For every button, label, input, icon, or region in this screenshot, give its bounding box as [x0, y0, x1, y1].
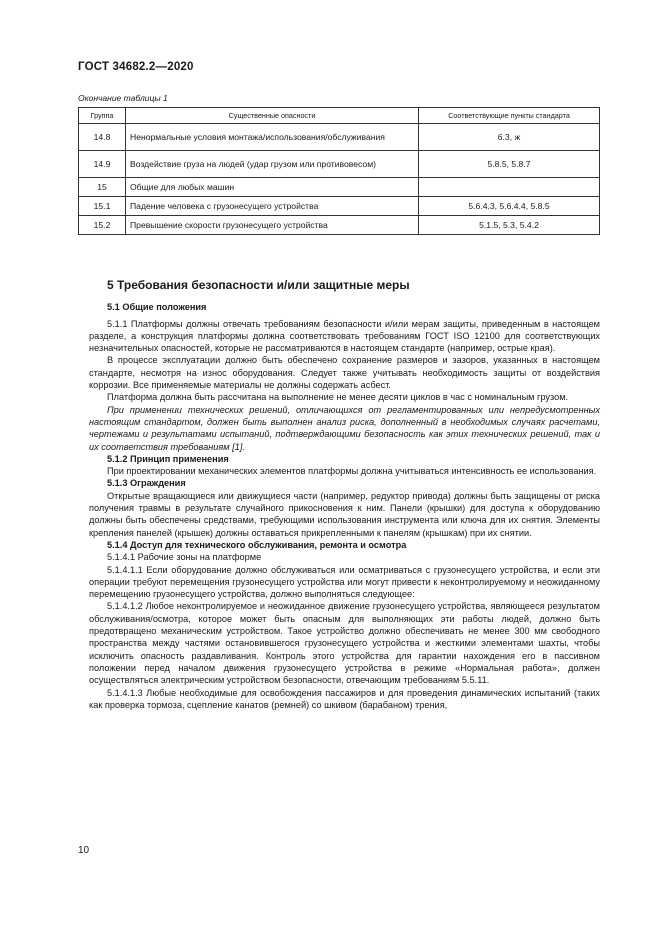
paragraph-5-1-4-1-1: 5.1.4.1.1 Если оборудование должно обслуживаться или осматриваться с грузонесущего устройства, и если эти операции требуют перемещения грузонесущего устройства или могут привести к неконтролируемому и неожиданному перемещению грузонесущего устройства, должно выполняться следующее:: [89, 564, 600, 600]
subsection-title-5-1: 5.1 Общие положения: [107, 302, 207, 313]
table-row: [79, 178, 600, 197]
cell-group: 15.1: [79, 197, 126, 216]
paragraph: Платформа должна быть рассчитана на выполнение не менее десяти циклов в час с номинальным грузом.: [107, 392, 569, 403]
column-header-clauses: Соответствующие пункты стандарта: [419, 108, 600, 124]
cell-hazard: Ненормальные условия монтажа/использования/обслуживания: [126, 124, 419, 151]
paragraph: В процессе эксплуатации должно быть обеспечено сохранение размеров и зазоров, указанных в настоящем стандарте, несмотря на износ оборудования. Следует также учитывать необходимость защиты от воздействия коррозии. Все применяемые материалы не должны содержать асбест.: [89, 355, 600, 391]
cell-clauses: 5.8.5, 5.8.7: [419, 151, 600, 178]
subsection-title-5-1-2: 5.1.2 Принцип применения: [107, 453, 229, 464]
cell-clauses: 5.1.5, 5.3, 5.4.2: [419, 216, 600, 235]
paragraph-5-1-1: 5.1.1 Платформы должны отвечать требованиям безопасности и/или мерам защиты, приведенным в настоящем разделе, а конструкция платформы должна соответствовать требованиям ГОСТ ISO 12100 для соответствующих незначительных опасностей, которые не рассматриваются в настоящем стандарте (например, острые края).: [89, 318, 600, 354]
cell-group: 15.2: [79, 216, 126, 235]
cell-clauses: [419, 178, 600, 197]
cell-hazard: Превышение скорости грузонесущего устройства: [126, 216, 419, 235]
cell-hazard: Падение человека с грузонесущего устройства: [126, 197, 419, 216]
cell-group: 14.9: [79, 151, 126, 178]
cell-group: 14.8: [79, 124, 126, 151]
paragraph-5-1-3: Открытые вращающиеся или движущиеся части (например, редуктор привода) должны быть защищены от риска получения травмы в результате случайного прикосновения к ним. Панели (крышки) для доступа к оборудованию должны быть обеспечены средствами, требующими использования инструмента или ключа для их снятия. Элементы крепления панелей (крышек) должны оставаться прикрепленными к панелям (крышкам) при их снятии.: [89, 490, 600, 538]
section-title: 5 Требования безопасности и/или защитные меры: [107, 278, 410, 292]
paragraph-5-1-2: При проектировании механических элементов платформы должна учитываться интенсивность ее использования.: [107, 466, 597, 477]
paragraph-5-1-4-1: 5.1.4.1 Рабочие зоны на платформе: [107, 552, 262, 563]
subsection-title-5-1-3: 5.1.3 Ограждения: [107, 478, 186, 489]
table-row: [79, 124, 600, 151]
hazards-table: [78, 107, 600, 235]
column-header-group: Группа: [79, 108, 126, 124]
document-header: ГОСТ 34682.2—2020: [78, 61, 194, 73]
table-header-row: [79, 108, 600, 124]
cell-clauses: 6.3, ж: [419, 124, 600, 151]
table-caption: Окончание таблицы 1: [78, 93, 168, 103]
cell-hazard: Воздействие груза на людей (удар грузом или противовесом): [126, 151, 419, 178]
paragraph-5-1-4-1-2: 5.1.4.1.2 Любое неконтролируемое и неожиданное движение грузонесущего устройства, являющееся результатом обслуживания/осмотра, которое может быть опасным для выполняющих эти работы людей, должно быть предотвращено механическим устройством. Такое устройство должно обеспечивать не менее 300 мм свободного пространства между частями остановившегося грузонесущего устройства и жесткими элементами шахты, чтобы исключить опасность раздавливания. Контроль этого устройства для гарантии нахождения его в пассивном положении перед началом движения грузонесущего устройства в режиме «Нормальная работа», должен осуществляться электрическим устройством безопасности, отвечающим требованиям 5.5.11.: [89, 601, 600, 686]
table-row: [79, 197, 600, 216]
italic-paragraph: При применении технических решений, отличающихся от регламентированных или непредусмотренных настоящим стандартом, должен быть выполнен анализ риска, дополненный в необходимых случаях расчетами, чертежами и результатами испытаний, подтверждающими безопасность как этих технических решений, так и их соответствия требованиям [1].: [89, 404, 600, 452]
cell-hazard: Общие для любых машин: [126, 178, 419, 197]
section-body: [89, 279, 600, 711]
table-row: [79, 216, 600, 235]
subsection-title-5-1-4: 5.1.4 Доступ для технического обслуживания, ремонта и осмотра: [107, 539, 407, 550]
table-row: [79, 151, 600, 178]
page-number: 10: [78, 845, 90, 856]
paragraph-5-1-4-1-3: 5.1.4.1.3 Любые необходимые для освобождения пассажиров и для проведения динамических испытаний (таких как проверка тормоза, сцепление канатов (ремней) со шкивом (барабаном) трения,: [89, 687, 600, 710]
cell-clauses: 5.6.4.3, 5.6.4.4, 5.8.5: [419, 197, 600, 216]
column-header-hazards: Существенные опасности: [126, 108, 419, 124]
cell-group: 15: [79, 178, 126, 197]
